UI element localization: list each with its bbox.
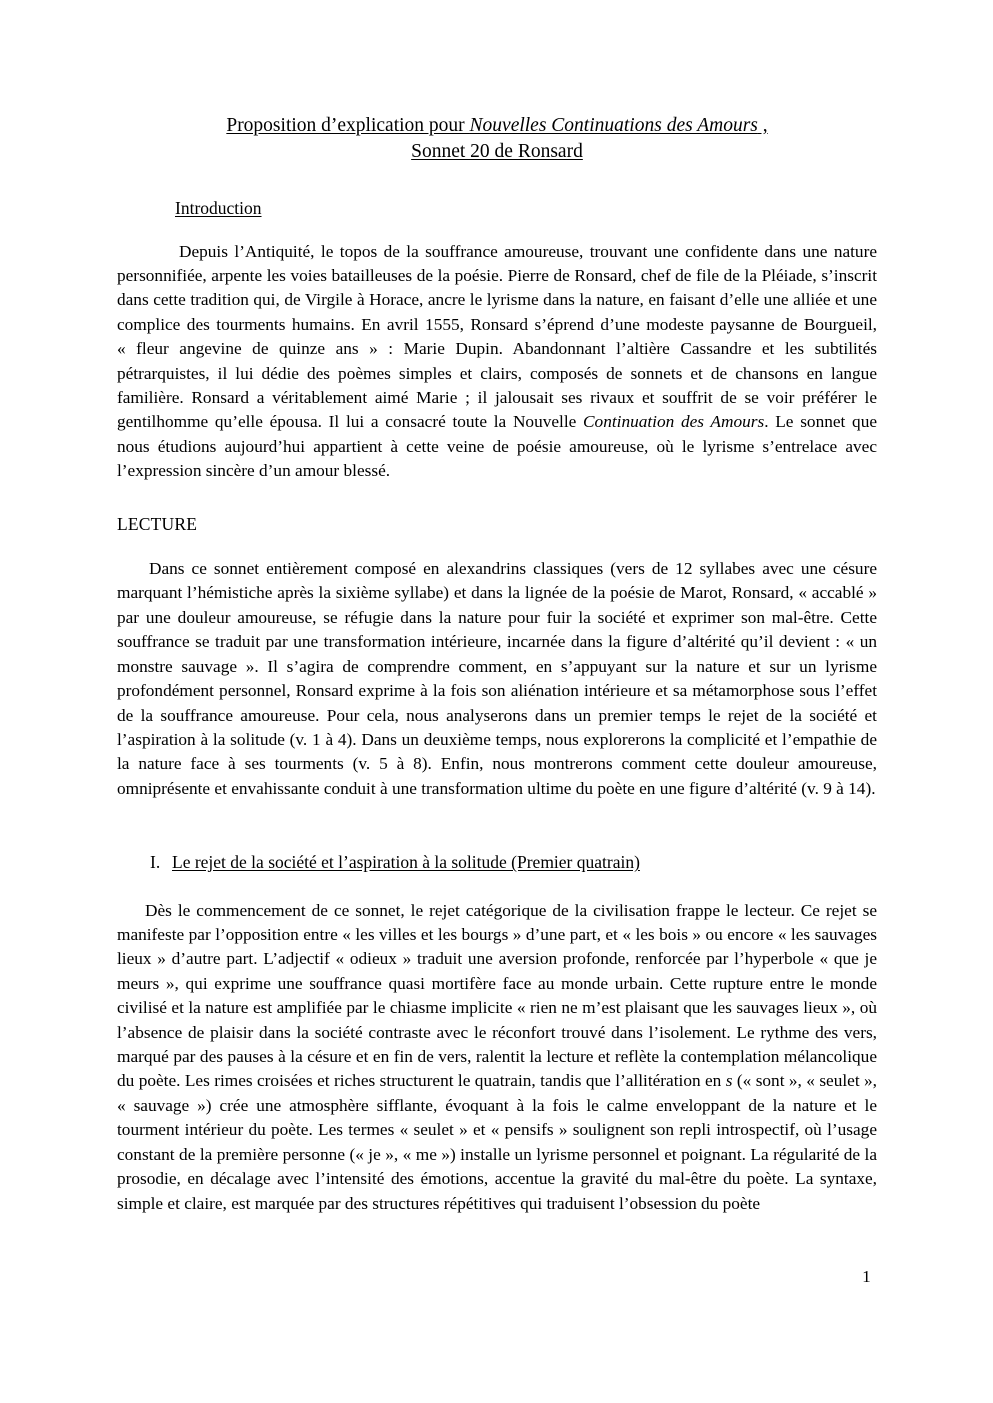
title-suffix: , — [757, 115, 768, 136]
title-work-name: Nouvelles Continuations des Amours — [469, 115, 758, 136]
lecture-paragraph: Dans ce sonnet entièrement composé en alexandrins classiques (vers de 12 syllabes avec une césure marquant l’hémistiche après la sixième syllabe) et dans la lignée de la poésie de Marot, Ronsard, « accablé » par une douleur amoureuse, se réfugie dans la nature pour fuir la société et exprimer son mal-être. Cette souffrance se traduit par une transformation intérieure, incarnée dans la figure d’altérité qu’il devient : « un monstre sauvage ». Il s’agira de comprendre comment, en s’appuyant sur la nature et sur un lyrisme profondément personnel, Ronsard exprime à la fois son aliénation intérieure et sa métamorphose sous l’effet de la souffrance amoureuse. Pour cela, nous analyserons dans un premier temps le rejet de la société et l’aspiration à la solitude (v. 1 à 4). Dans un deuxième temps, nous explorerons la complicité et l’empathie de la nature face à ses tourments (v. 5 à 8). Enfin, nous montrerons comment cette douleur amoureuse, omniprésente et envahissante conduit à une transformation ultime du poète en une figure d’altérité (v. 9 à 14). — [117, 559, 877, 798]
section-one-text-part-1: Dès le commencement de ce sonnet, le rejet catégorique de la civilisation frappe le lecteur. Ce rejet se manifeste par l’opposition entre « les villes et les bourgs » d’une part, et « les bois » ou encore « les sauvages lieux » d’autre part. L’adjectif « odieux » traduit une aversion profonde, renforcée par l’hyperbole « que je meurs », qui exprime une souffrance quasi mortifère face au monde urbain. Cette rupture entre le monde civilisé et la nature est amplifiée par le chiasme implicite « rien ne m’est plaisant que les sauvages lieux », où l’absence de plaisir dans la société contraste avec le réconfort trouvé dans l’isolement. Le rythme des vers, marqué par des pauses à la césure et en fin de vers, ralentit la lecture et reflète la contemplation mélancolique du poète. Les rimes croisées et riches structurent le quatrain, tandis que l’allitération en — [117, 900, 877, 1091]
page-number: 1 — [862, 1267, 871, 1286]
introduction-text-part-1: Depuis l’Antiquité, le topos de la souffrance amoureuse, trouvant une confidente dans une nature personnifiée, arpente les voies batailleuses de la poésie. Pierre de Ronsard, chef de file de la Pléiade, s’inscrit dans cette tradition qui, de Virgile à Horace, ancre le lyrisme dans la nature, en faisant d’elle une alliée et une complice des tourments humains. En avril 1555, Ronsard s’éprend d’une modeste paysanne de Bourgueil, « fleur angevine de quinze ans » : Marie Dupin. Abandonnant l’altière Cassandre et les subtilités pétrarquistes, il lui dédie des poèmes simples et clairs, composés de sonnets et de chansons en langue familière. Ronsard a véritablement aimé Marie ; il jalousait ses rivaux et souffrit de se voir préférer le gentilhomme qu’elle épousa. Il lui a consacré toute la Nouvelle — [117, 241, 877, 432]
title-line-2-wrap — [117, 139, 877, 165]
page-content — [117, 0, 877, 1216]
page-title — [117, 0, 877, 165]
section-one-text-part-2: (« sont », « seulet », « sauvage ») crée une atmosphère sifflante, évoquant à la fois le calme enveloppant de la nature et le tourment intérieur du poète. Les termes « seulet » et « pensifs » soulignent son repli introspectif, où l’usage constant de la première personne (« je », « me ») installe un lyrisme personnel et poignant. La régularité de la prosodie, en décalage avec l’intensité des émotions, accentue la gravité du mal-être du poète. La syntaxe, simple et claire, est marquée par des structures répétitives qui traduisent l’obsession du poète — [117, 1071, 878, 1213]
section-one-heading — [117, 801, 877, 875]
introduction-paragraph — [117, 221, 877, 484]
introduction-heading — [117, 165, 877, 221]
section-one-italic-letter: s — [725, 1071, 733, 1091]
lecture-heading: LECTURE — [117, 513, 198, 534]
introduction-text-part-2: . Le sonnet que nous étudions aujourd’hui appartient à cette veine de poésie amoureuse, où le lyrisme s’entrelace avec l’expression sincère d’un amour blessé. — [117, 412, 877, 481]
title-line-1 — [117, 113, 877, 139]
section-one-title: Le rejet de la société et l’aspiration à la solitude (Premier quatrain) — [172, 852, 640, 873]
introduction-heading-text: Introduction — [175, 198, 262, 218]
introduction-italic-work: Continuation des Amours — [583, 412, 765, 432]
section-one-paragraph — [117, 875, 877, 1216]
title-line-2: Sonnet 20 de Ronsard — [411, 141, 583, 162]
section-one-number: I. — [150, 852, 161, 873]
title-prefix: Proposition d’explication pour — [226, 115, 470, 136]
